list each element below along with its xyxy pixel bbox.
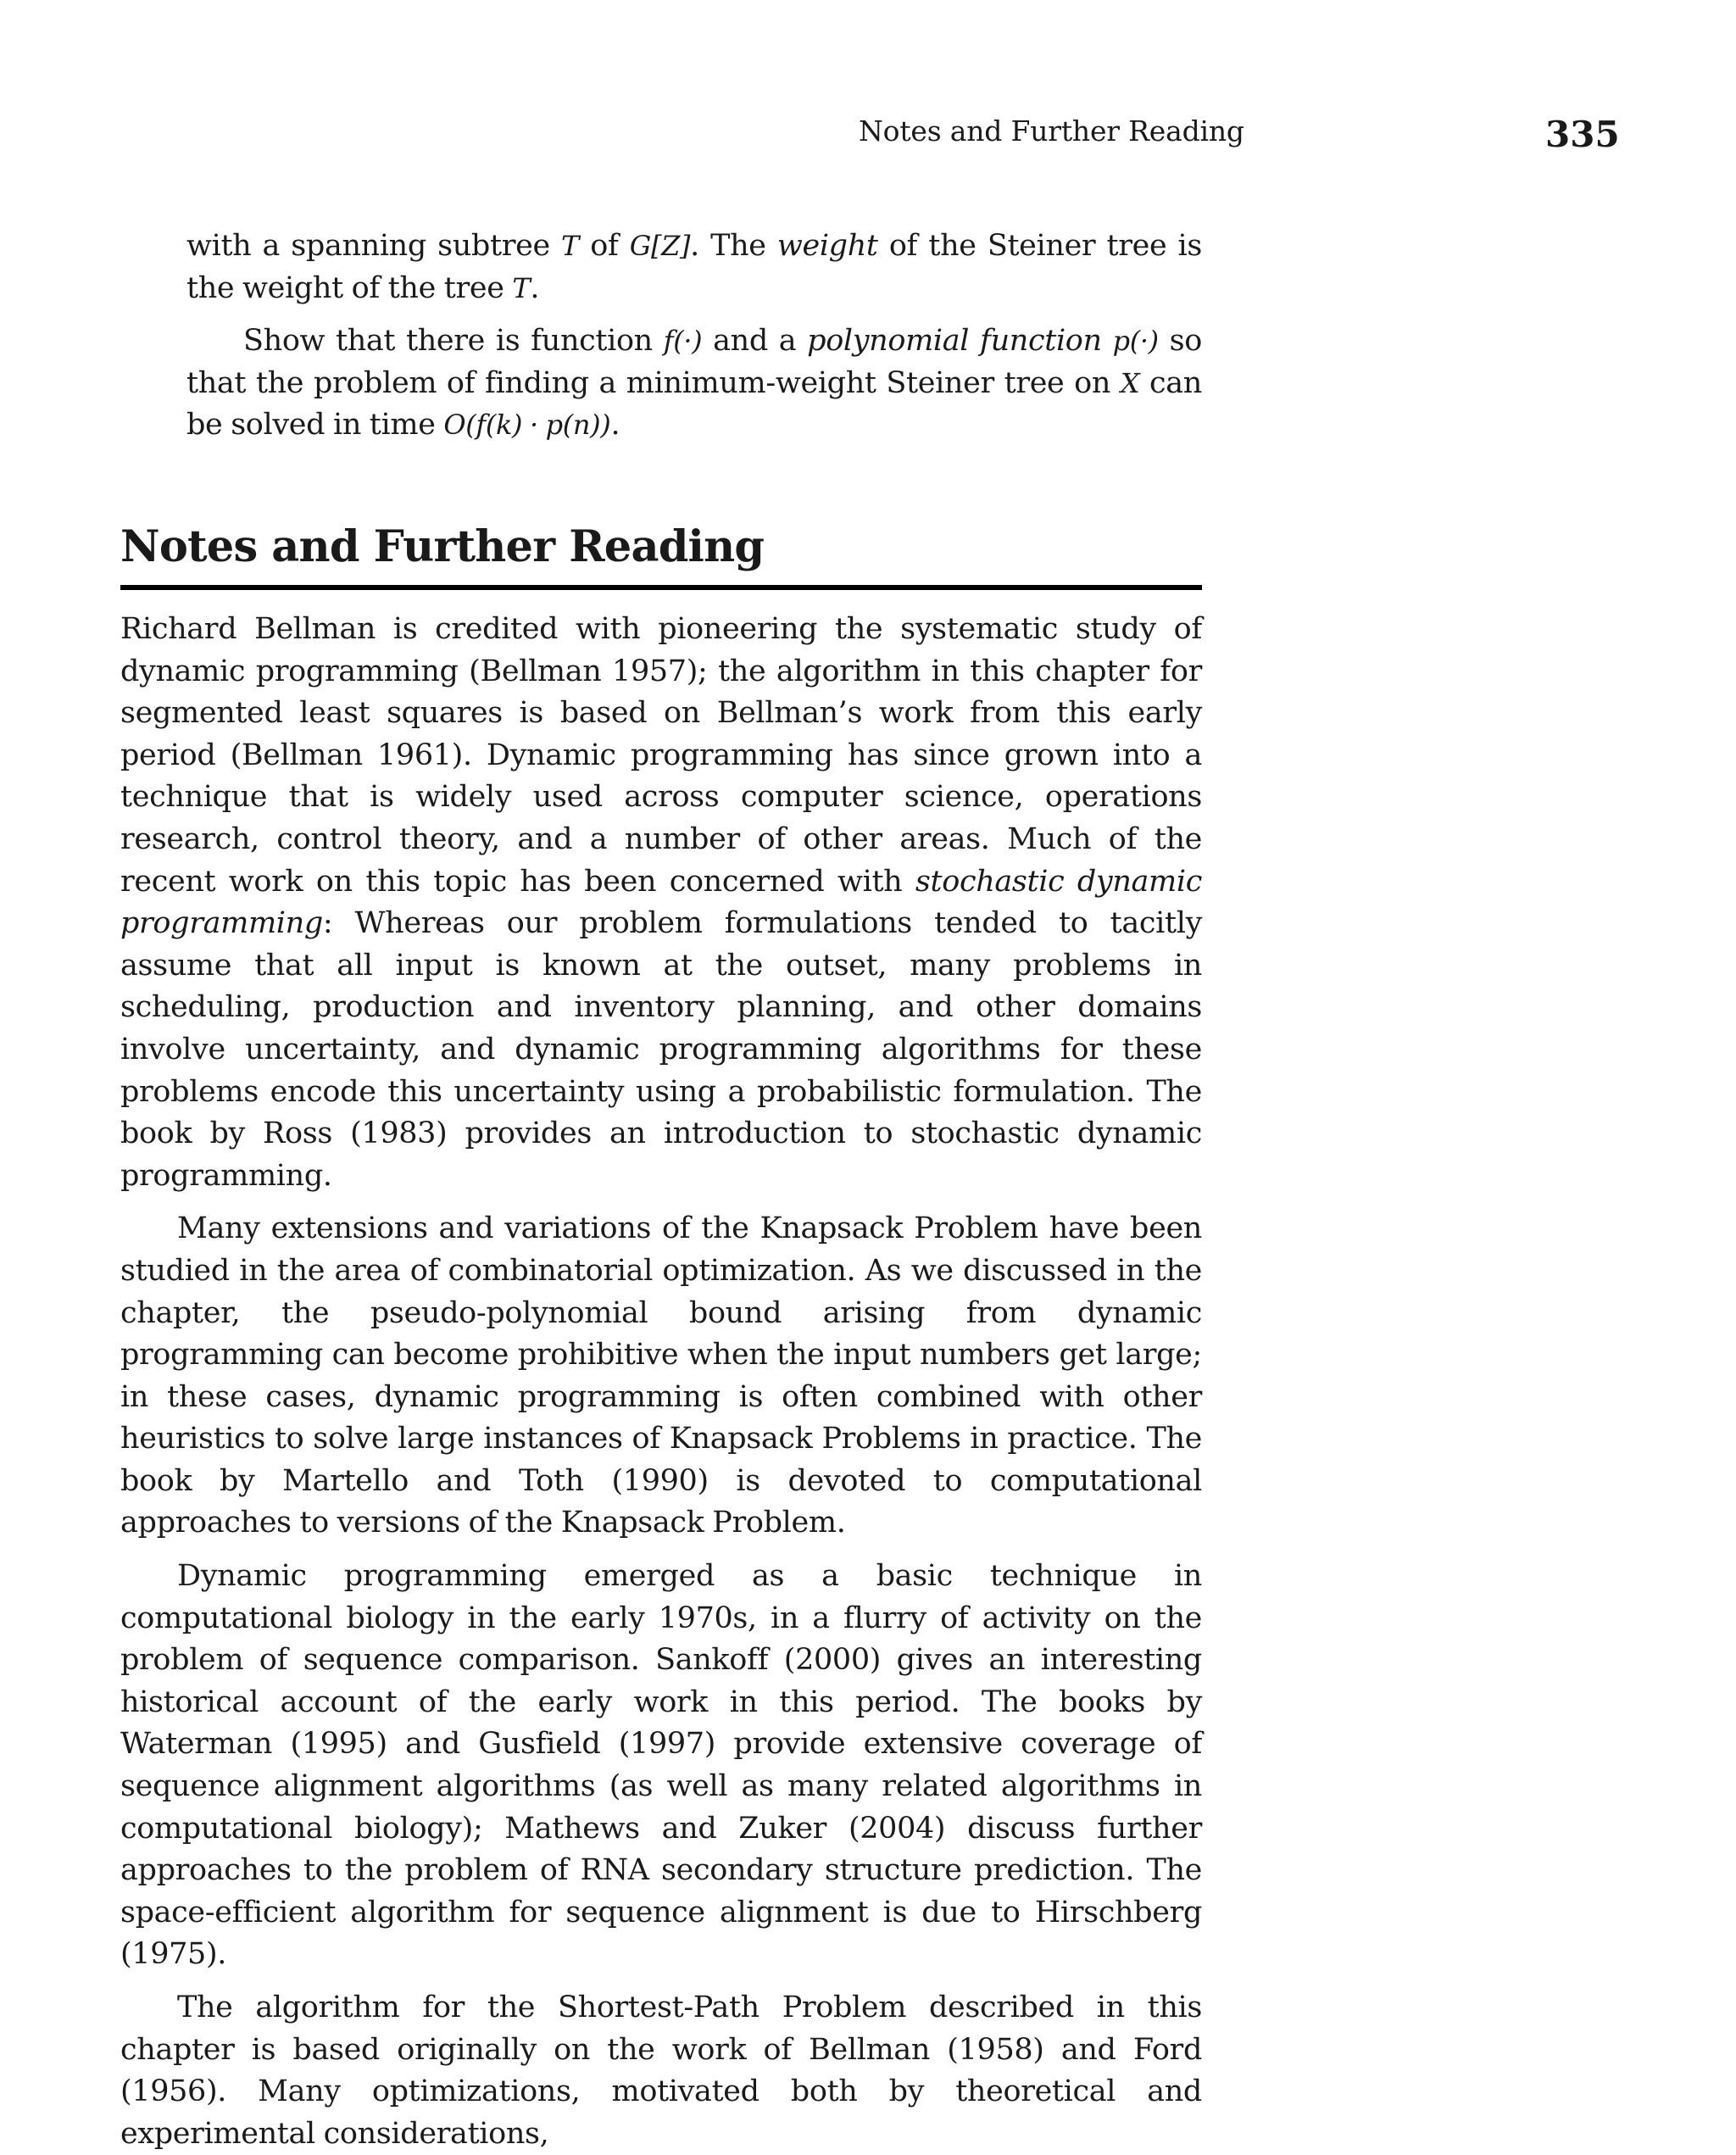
exercise-paragraph: Show that there is function f(·) and a polynomial function p(·) so that the problem of finding a minimum-weight Steiner tree on X can be solved in time O(f(k) · p(n)).: [186, 324, 1202, 443]
math-T: T: [512, 271, 531, 304]
section-body: [120, 609, 1202, 2155]
section-title: Notes and Further Reading: [120, 521, 765, 572]
section-rule: [120, 585, 1202, 590]
exercise-paragraph: with a spanning subtree T of G[Z]. The weight of the Steiner tree is the weight of the tree T.: [186, 229, 1202, 305]
body-paragraph: Dynamic programming emerged as a basic technique in computational biology in the early 1970s, in a flurry of activity on the problem of sequence comparison. Sankoff (2000) gives an interesting historical account of the early work in this period. The books by Waterman (1995) and Gusfield (1997) provide extensive coverage of sequence alignment algorithms (as well as many related algorithms in computational biology); Mathews and Zuker (2004) discuss further approaches to the problem of RNA secondary structure prediction. The space-efficient algorithm for sequence alignment is due to Hirschberg (1975).: [120, 1559, 1202, 1972]
math-G-Z: G[Z]: [629, 230, 691, 262]
math-T: T: [561, 230, 580, 262]
body-paragraph: The algorithm for the Shortest-Path Problem described in this chapter is based originally on the work of Bellman (1958) and Ford (1956). Many optimizations, motivated both by theoretical and experimental considerations,: [120, 1991, 1202, 2151]
math-X: X: [1120, 366, 1140, 399]
math-f: f(·): [663, 325, 703, 358]
body-paragraph: Many extensions and variations of the Knapsack Problem have been studied in the area of combinatorial optimization. As we discussed in the chapter, the pseudo-polynomial bound arising from dynamic programming can become prohibitive when the input numbers get large; in these cases, dynamic programming is often combined with other heuristics to solve large instances of Knapsack Problems in practice. The book by Martello and Toth (1990) is devoted to computational approaches to versions of the Knapsack Problem.: [120, 1211, 1202, 1540]
body-paragraph: Richard Bellman is credited with pioneering the systematic study of dynamic programming (Bellman 1957); the algorithm in this chapter for segmented least squares is based on Bellman’s work from this early period (Bellman 1961). Dynamic programming has since grown into a technique that is widely used across computer science, operations research, control theory, and a number of other areas. Much of the recent work on this topic has been concerned with stochastic dynamic programming: Whereas our problem formulations tended to tacitly assume that all input is known at the outset, many problems in scheduling, production and inventory planning, and other domains involve uncertainty, and dynamic programming algorithms for these problems encode this uncertainty using a probabilistic formulation. The book by Ross (1983) provides an introduction to stochastic dynamic programming.: [120, 612, 1202, 1193]
emphasis-weight: weight: [776, 229, 878, 263]
math-p: p(·): [1112, 325, 1159, 358]
emphasis-polynomial-function: polynomial function: [807, 324, 1102, 359]
page-number: 335: [1545, 114, 1620, 155]
emphasis-stochastic-dp: stochastic dynamic programming: [120, 864, 1202, 941]
exercise-continuation: [186, 226, 1202, 447]
running-head: Notes and Further Reading: [859, 114, 1244, 148]
notes-section: [120, 519, 1202, 2155]
math-runtime: O(f(k) · p(n)): [443, 409, 611, 442]
